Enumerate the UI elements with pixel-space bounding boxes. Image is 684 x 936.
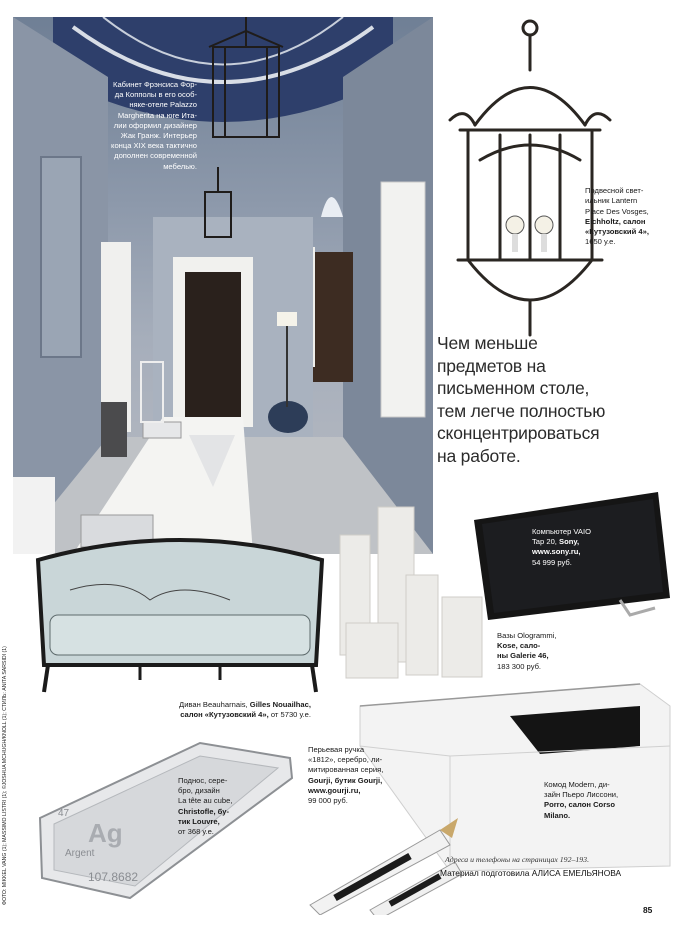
lantern-caption <box>585 186 681 248</box>
computer-caption-line <box>532 537 632 547</box>
pen-caption <box>308 745 408 806</box>
tray-price: от 368 у.е. <box>178 827 214 837</box>
photo-credit: ФОТО: MIKKEL VANG (1); MASSIMO LISTRI (1); ©JOSHUA MCHUGH/KNOLL (1); СТИЛЬ: ANITA SARSIDI (1) <box>2 646 8 905</box>
tray-engraving-number: 47 <box>58 808 70 819</box>
computer-model: Tap 20, <box>532 537 557 547</box>
sofa-caption <box>101 700 311 720</box>
photo-caption-line: Margherita на юге Ита- <box>117 110 197 120</box>
lantern-caption-line: ильник Lantern <box>585 196 638 206</box>
pen-caption-line: «1812», серебро, ли- <box>308 755 383 765</box>
lantern-salon: «Кутузовский 4», <box>585 227 649 237</box>
photo-caption-line: дополнен современной <box>114 151 197 161</box>
addresses-note: Адреса и телефоны на страницах 192–193. <box>445 855 590 864</box>
lantern-illustration <box>440 10 620 345</box>
photo-caption <box>97 80 197 172</box>
dresser-caption <box>544 780 654 821</box>
vases-caption <box>497 631 587 672</box>
vases-image <box>336 505 486 685</box>
vases-caption-line <box>497 641 587 651</box>
interior-photo-art <box>13 17 433 554</box>
tray-caption <box>178 776 258 837</box>
dresser-caption-line: Комод Modern, ди- <box>544 780 610 789</box>
tray-engraving-symbol: Ag <box>88 818 123 848</box>
quote-line: тем легче полностью <box>437 400 606 421</box>
tray-caption-line: бро, дизайн <box>178 786 220 796</box>
vases-price: 183 300 руб. <box>497 661 542 671</box>
quote-line: предметов на <box>437 355 546 376</box>
photo-caption-line: Жак Гранж. Интерьер <box>120 131 197 141</box>
quote-line: письменном столе, <box>437 378 590 398</box>
photo-caption-line: Кабинет Фрэнсиса Фор- <box>113 80 197 89</box>
lantern-caption-line: Подвесной свет- <box>585 186 644 195</box>
sofa-salon: салон «Кутузовский 4», <box>180 710 269 720</box>
tray-caption-line: Поднос, сере- <box>178 776 228 785</box>
page-number: 85 <box>643 905 653 915</box>
vases-brand: Kose, <box>497 641 518 651</box>
pen-caption-line: митированная серия, <box>308 765 384 775</box>
sofa-model: Диван Beauharnais, <box>179 700 248 709</box>
tray-brand-line: тик Louvre, <box>178 816 220 826</box>
tray-engraving-name: Argent <box>65 848 95 859</box>
computer-caption <box>532 527 632 568</box>
author-credit: Материал подготовила АЛИСА ЕМЕЛЬЯНОВА <box>440 868 622 878</box>
sofa-caption-line <box>101 710 311 720</box>
sofa-image <box>30 530 330 695</box>
sofa-price: от 5730 у.е. <box>270 710 311 720</box>
photo-caption-line: няке-отеле Palazzo <box>129 100 197 110</box>
tray-engraving-mass: 107.8682 <box>88 870 139 884</box>
dresser-brand-line: Porro, салон Corso <box>544 800 616 810</box>
pull-quote <box>437 332 642 467</box>
sofa-caption-line <box>101 700 311 710</box>
photo-caption-line: да Копполы в его особ- <box>114 90 197 100</box>
lantern-price: 1650 у.е. <box>585 237 616 247</box>
interior-photo <box>13 17 433 554</box>
quote-line: на работе. <box>437 445 521 466</box>
lantern-brand: Eichholtz, салон <box>585 216 646 226</box>
tray-caption-line: La tête au cube, <box>178 796 233 806</box>
pen-caption-line: Перьевая ручка <box>308 745 365 754</box>
dresser-brand-line: Milano. <box>544 810 571 820</box>
vases-salon-line: ны Galerie 46, <box>497 651 549 661</box>
photo-caption-line: конца XIX века тактично <box>111 141 197 151</box>
vases-salon: сало- <box>519 641 541 651</box>
photo-caption-line: мебелью. <box>163 161 197 171</box>
lantern-caption-line: Place Des Vosges, <box>585 206 649 216</box>
computer-brand: Sony, <box>559 537 580 547</box>
pen-brand-line: Gourji, бутик Gourji, <box>308 775 383 785</box>
pen-price: 99 000 руб. <box>308 796 348 806</box>
fountain-pen-image <box>290 790 465 915</box>
computer-price: 54 999 руб. <box>532 557 572 567</box>
quote-line: сконцентрироваться <box>437 423 600 443</box>
sofa-brand: Gilles Nouailhac, <box>249 700 311 709</box>
vases-caption-line: Вазы Ologrammi, <box>497 631 557 640</box>
dresser-caption-line: зайн Пьеро Лиссони, <box>544 790 619 800</box>
computer-caption-line: Компьютер VAIO <box>532 527 591 536</box>
computer-url: www.sony.ru, <box>532 547 581 557</box>
tray-brand-line: Christofle, бу- <box>178 806 230 816</box>
pen-url: www.gourji.ru, <box>308 785 361 795</box>
photo-caption-line: лии оформил дизайнер <box>113 120 197 130</box>
quote-line: Чем меньше <box>437 333 538 353</box>
